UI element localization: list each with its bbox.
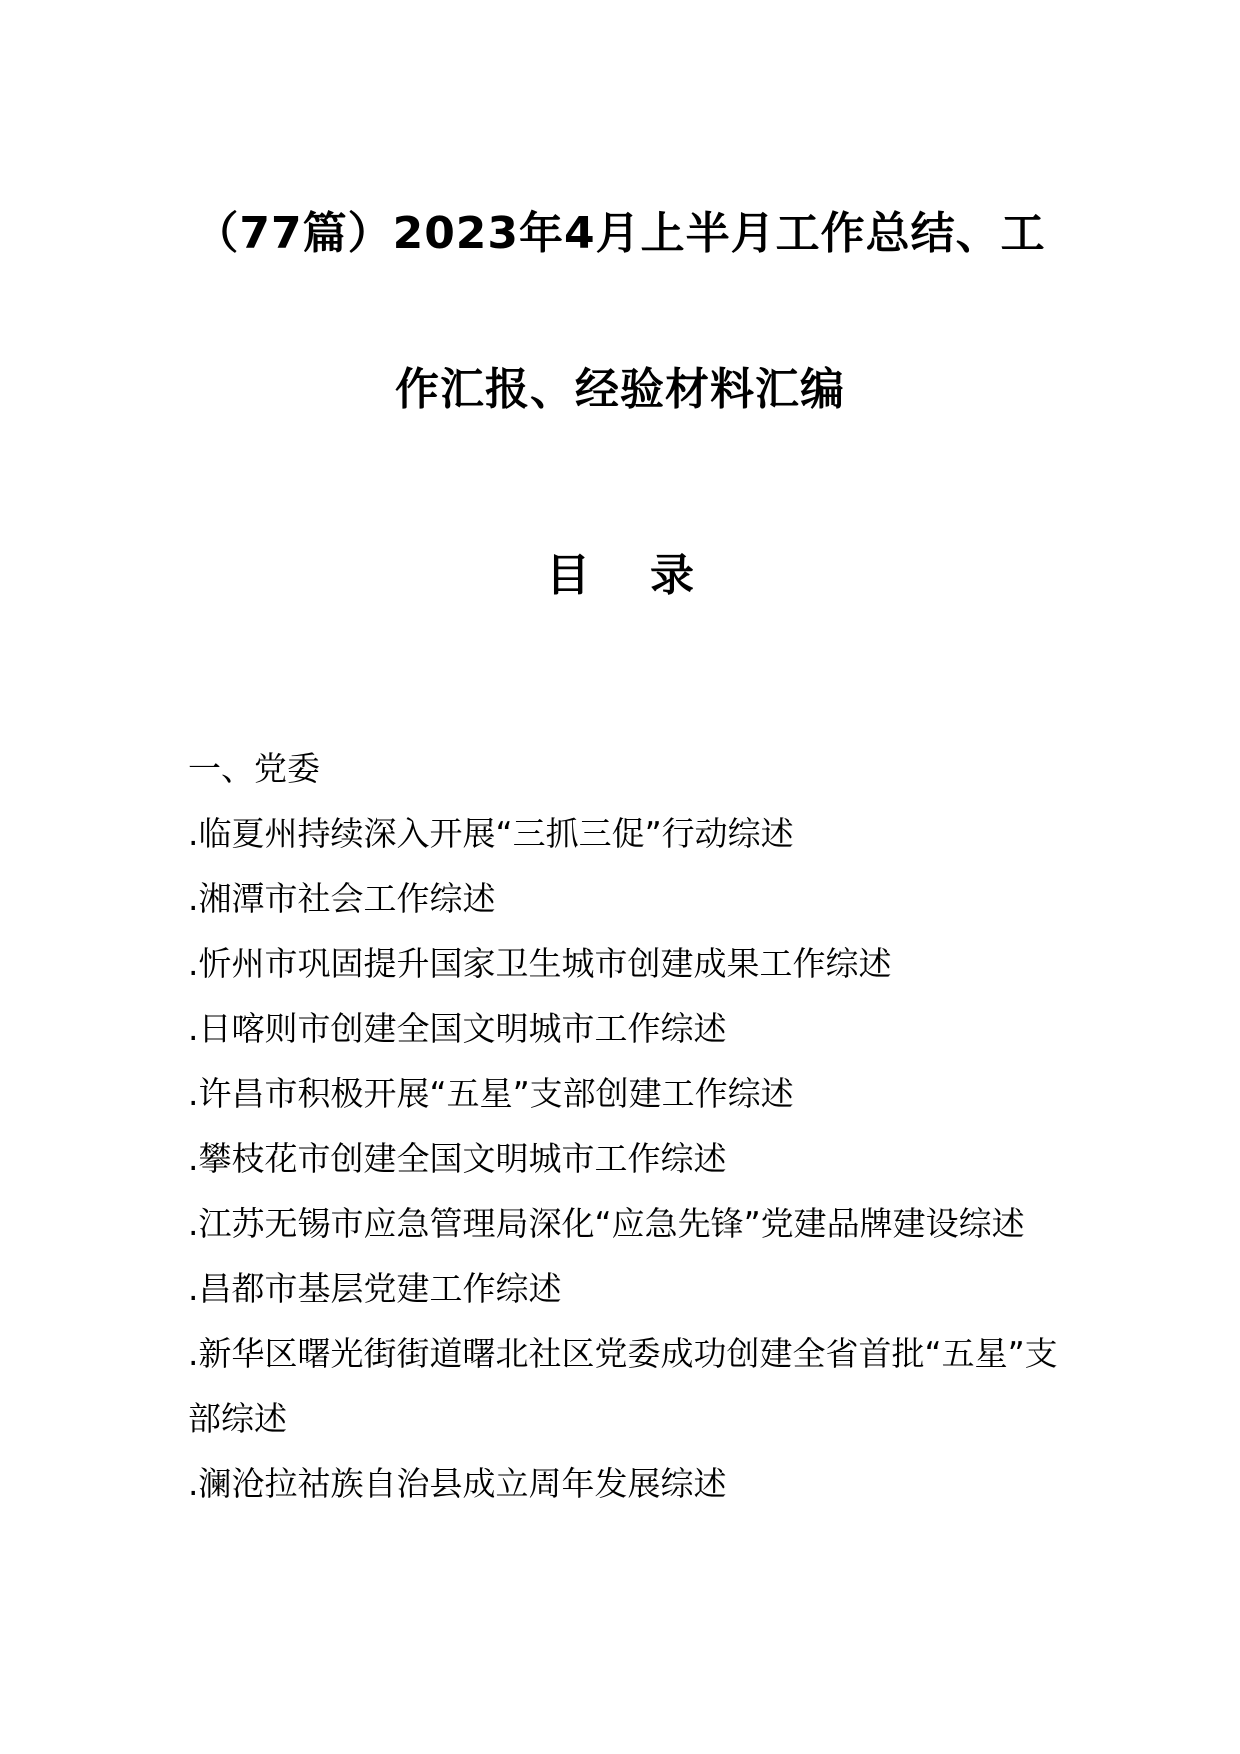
- toc-item: .江苏无锡市应急管理局深化“应急先锋”党建品牌建设综述: [188, 1204, 1025, 1243]
- table-of-contents: [188, 736, 1068, 1516]
- toc-item: .新华区曙光街街道曙北社区党委成功创建全省首批“五星”支部综述: [188, 1334, 1058, 1438]
- document-title-line-1: （77篇）2023年4月上半月工作总结、工: [194, 208, 1046, 259]
- document-title-line-2: 作汇报、经验材料汇编: [395, 364, 845, 415]
- toc-item: .湘潭市社会工作综述: [188, 879, 496, 918]
- toc-section-title: 一、党委: [188, 749, 320, 788]
- toc-item: .澜沧拉祜族自治县成立周年发展综述: [188, 1464, 727, 1503]
- toc-item: .攀枝花市创建全国文明城市工作综述: [188, 1139, 727, 1178]
- toc-heading: 目录: [546, 550, 754, 601]
- toc-item: .忻州市巩固提升国家卫生城市创建成果工作综述: [188, 944, 892, 983]
- toc-item: .临夏州持续深入开展“三抓三促”行动综述: [188, 814, 794, 853]
- toc-item: .昌都市基层党建工作综述: [188, 1269, 562, 1308]
- toc-item: .日喀则市创建全国文明城市工作综述: [188, 1009, 727, 1048]
- toc-item: .许昌市积极开展“五星”支部创建工作综述: [188, 1074, 794, 1113]
